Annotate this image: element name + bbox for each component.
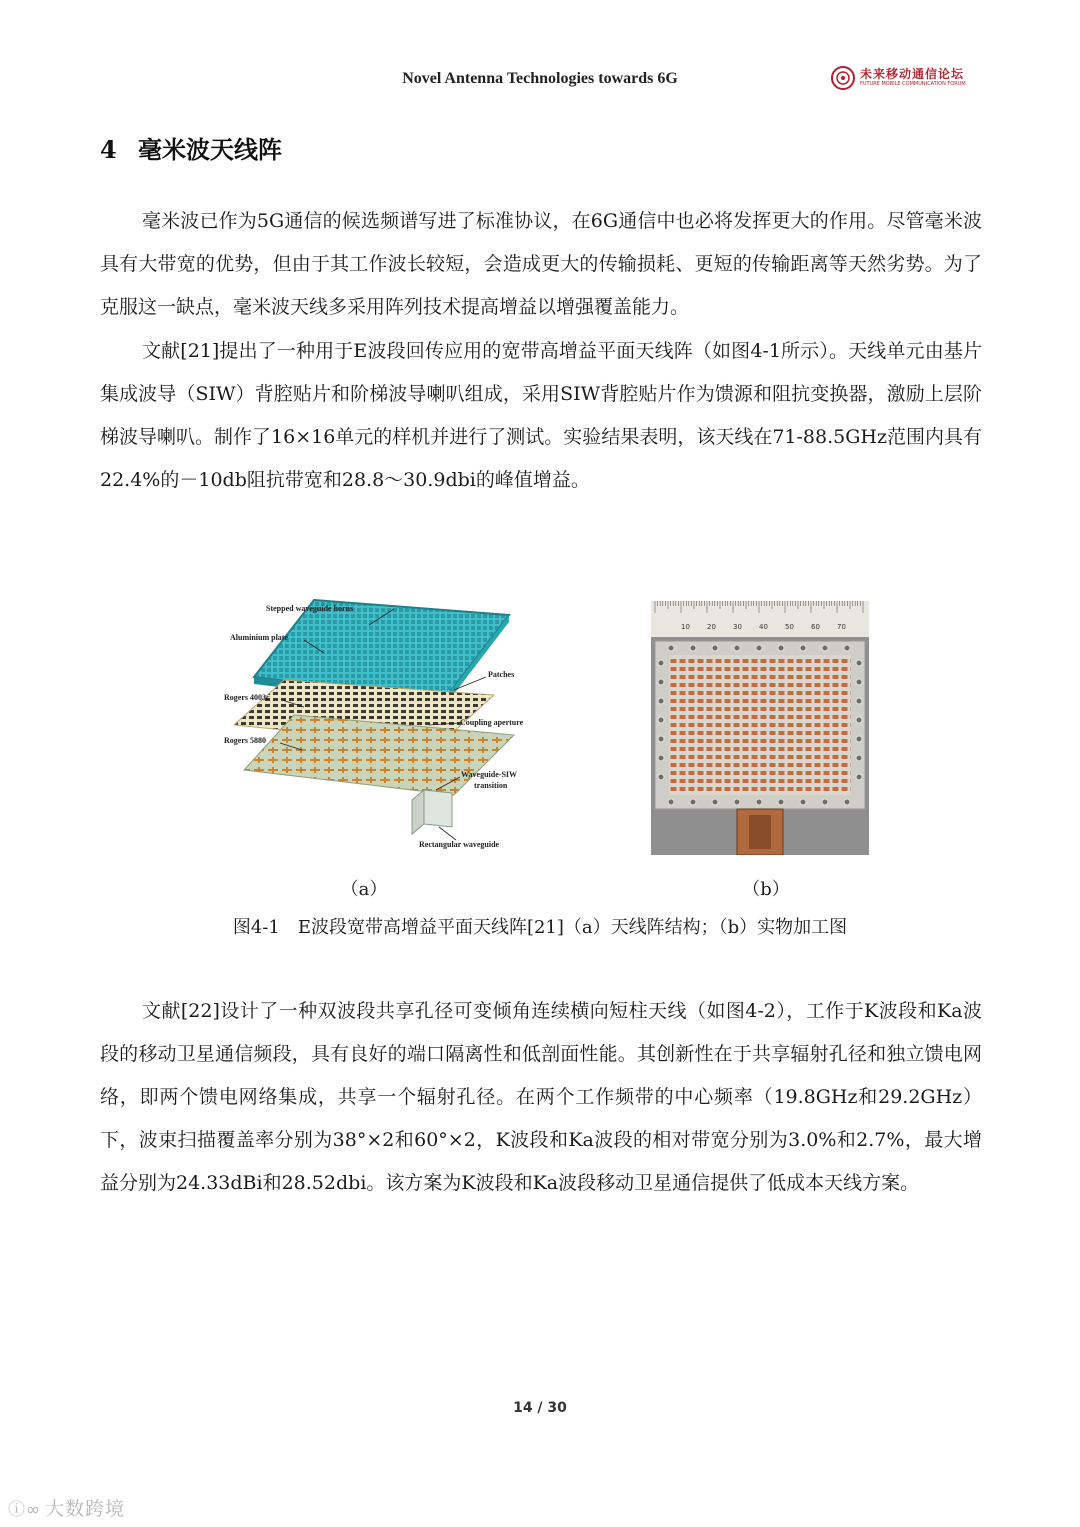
ruler-tick-label: 60 <box>811 623 820 631</box>
paragraph-ref22: 文献[22]设计了一种双波段共享孔径可变倾角连续横向短柱天线（如图4-2），工作于K波段和Ka波段的移动卫星通信频段，具有良好的端口隔离性和低剖面性能。其创新性在于共享辐射孔径和独立馈电网络，即两个馈电网络集成，共享一个辐射孔径。在两个工作频带的中心频率（19.8GHz和29.2GHz）下，波束扫描覆盖率分别为38°×2和60°×2，K波段和Ka波段的相对带宽分别为3.0%和2.7%，最大增益分别为24.33dBi和28.52dbi。该方案为K波段和Ka波段移动卫星通信提供了低成本天线方案。 <box>100 1000 982 1194</box>
label-stepped-horns: Stepped waveguide horns <box>266 604 354 613</box>
watermark-text: 大数跨境 <box>45 1498 126 1520</box>
page-number: 14 / 30 <box>513 1400 567 1416</box>
logo-text-english: FUTURE MOBILE COMMUNICATION FORUM <box>860 81 966 87</box>
label-rectangular-waveguide: Rectangular waveguide <box>419 840 500 849</box>
forum-logo <box>830 63 980 93</box>
label-transition: transition <box>474 781 508 790</box>
label-coupling-aperture: Coupling aperture <box>460 718 524 727</box>
ruler-tick-label: 70 <box>837 623 846 631</box>
label-rogers-5880: Rogers 5880 <box>224 736 266 745</box>
section-heading <box>100 130 282 165</box>
section-title-text: 毫米波天线阵 <box>138 135 282 164</box>
watermark <box>8 1494 125 1521</box>
figure-prototype-photo <box>651 601 869 855</box>
ruler-tick-label: 30 <box>733 623 742 631</box>
ruler-tick-label: 50 <box>785 623 794 631</box>
paragraph-ref21: 文献[21]提出了一种用于E波段回传应用的宽带高增益平面天线阵（如图4-1所示）。天线单元由基片集成波导（SIW）背腔贴片和阶梯波导喇叭组成，采用SIW背腔贴片作为馈源和阻抗变换器，激励上层阶梯波导喇叭。制作了16×16单元的样机并进行了测试。实验结果表明，该天线在71-88.5GHz范围内具有22.4%的－10db阻抗带宽和28.8～30.9dbi的峰值增益。 <box>100 340 982 491</box>
ruler-tick-label: 10 <box>681 623 690 631</box>
watermark-logo-icon: ⓘ∞ <box>8 1500 42 1520</box>
document-header-title: Novel Antenna Technologies towards 6G <box>402 70 678 87</box>
label-aluminium-plate: Aluminium plate <box>230 633 289 642</box>
label-waveguide-siw: Waveguide-SIW <box>461 770 518 779</box>
ruler-tick-label: 40 <box>759 623 768 631</box>
figure-antenna-structure <box>224 595 546 855</box>
logo-text-chinese: 未来移动通信论坛 <box>860 67 965 81</box>
label-patches: Patches <box>488 670 515 679</box>
figure-sublabel-a: （a） <box>340 879 388 900</box>
figure-sublabel-b: （b） <box>742 879 790 900</box>
label-rogers-4003c: Rogers 4003c <box>224 693 270 702</box>
forum-logo-icon <box>830 65 856 91</box>
section-number: 4 <box>100 135 117 164</box>
ruler-tick-label: 20 <box>707 623 716 631</box>
paragraph-intro: 毫米波已作为5G通信的候选频谱写进了标准协议，在6G通信中也必将发挥更大的作用。尽管毫米波具有大带宽的优势，但由于其工作波长较短，会造成更大的传输损耗、更短的传输距离等天然劣势。为了克服这一缺点，毫米波天线多采用阵列技术提高增益以增强覆盖能力。 <box>100 210 982 318</box>
figure-caption: 图4-1 E波段宽带高增益平面天线阵[21]（a）天线阵结构；（b）实物加工图 <box>232 917 848 938</box>
